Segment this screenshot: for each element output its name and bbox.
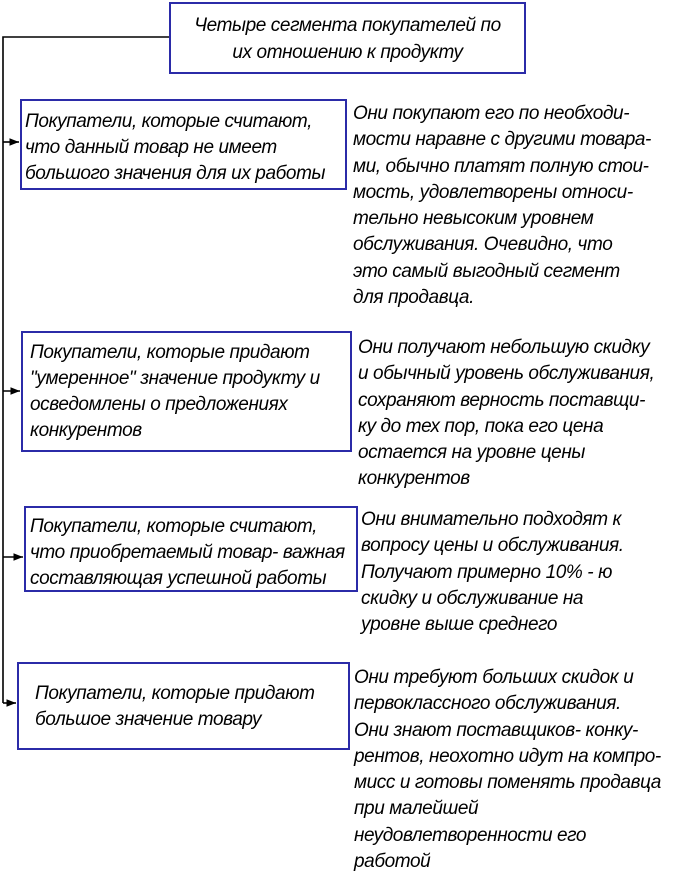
description-line: вопросу цены и обслуживания. <box>361 535 624 557</box>
description-line: Они внимательно подходят к <box>361 509 622 530</box>
description-line: сохраняют верность поставщи- <box>358 389 646 411</box>
segment-box-line: Покупатели, которые считают, <box>25 111 312 132</box>
segment-box-4 <box>17 662 350 750</box>
description-line: при малейшей <box>354 798 479 820</box>
segment-description-2 <box>358 335 654 493</box>
description-line: Получают примерно 10% - ю <box>361 561 612 583</box>
segment-box-1 <box>20 99 347 190</box>
segment-description-4 <box>354 665 661 875</box>
description-line: Они знают поставщиков- конку- <box>354 719 638 741</box>
description-line: тельно невысоким уровнем <box>353 208 594 230</box>
description-line: мисс и готовы поменять продавца <box>354 772 661 794</box>
segment-box-line: осведомлены о предложениях <box>30 394 288 415</box>
segment-box-3 <box>24 506 358 592</box>
description-line: Они требуют больших скидок и <box>354 667 634 688</box>
segment-box-line: что данный товар не имеет <box>25 137 277 158</box>
description-line: мости наравне с другими товара- <box>353 129 651 151</box>
description-line: конкурентов <box>358 468 470 490</box>
segment-box-line: конкурентов <box>30 420 142 441</box>
segment-box-line: Покупатели, которые считают, <box>30 516 317 537</box>
title-line: их отношению к продукту <box>232 42 463 63</box>
description-line: обслуживания. Очевидно, что <box>353 234 613 256</box>
description-line: и обычный уровень обслуживания, <box>358 363 655 385</box>
description-line: работой <box>354 851 431 873</box>
description-line: Они получают небольшую скидку <box>358 337 650 358</box>
description-line: первоклассного обслуживания. <box>354 693 621 715</box>
segment-box-line: большое значение товару <box>35 709 262 730</box>
segment-description-3 <box>361 507 624 638</box>
segment-box-line: что приобретаемый товар- важная <box>30 542 345 563</box>
description-line: ми, обычно платят полную стои- <box>353 155 649 177</box>
segment-box-line: Покупатели, которые придают <box>30 342 310 363</box>
description-line: для продавца. <box>353 287 474 309</box>
segment-box-2 <box>21 331 352 452</box>
segment-box-line: Покупатели, которые придают <box>35 683 315 704</box>
title-line: Четыре сегмента покупателей по <box>194 15 501 36</box>
description-line: мость, удовлетворены относи- <box>353 181 633 203</box>
segment-description-1 <box>353 101 651 311</box>
segment-box-line: большого значения для их работы <box>25 163 326 184</box>
description-line: неудовлетворенности его <box>354 824 587 846</box>
description-line: скидку и обслуживание на <box>361 587 584 609</box>
description-line: рентов, неохотно идут на компро- <box>354 745 661 767</box>
description-line: это самый выгодный сегмент <box>353 260 620 282</box>
description-line: Они покупают его по необходи- <box>353 103 630 124</box>
description-line: уровне выше среднего <box>361 614 558 636</box>
description-line: ку до тех пор, пока его цена <box>358 415 604 437</box>
segment-box-line: составляющая успешной работы <box>30 568 327 589</box>
segment-box-line: "умеренное" значение продукту и <box>30 368 320 389</box>
diagram-title-box <box>169 2 526 74</box>
description-line: остается на уровне цены <box>358 442 585 464</box>
